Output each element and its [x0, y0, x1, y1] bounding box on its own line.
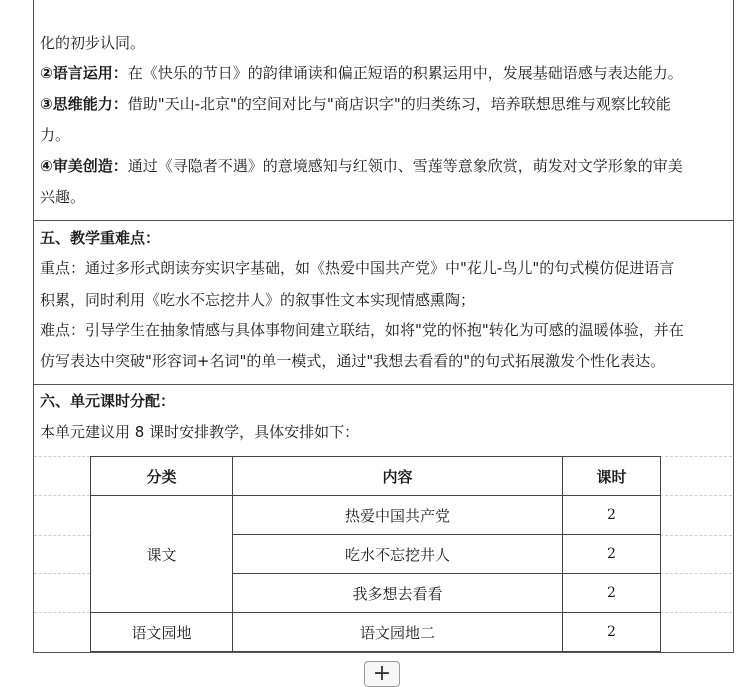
table-row [91, 613, 661, 652]
header-category: 分类 [91, 457, 233, 496]
gridline [660, 535, 732, 536]
gridline [34, 456, 90, 457]
goal-thinking-cont: 力。 [40, 126, 71, 144]
goal-thinking [40, 94, 671, 114]
gridline [660, 495, 732, 496]
section-divider [34, 220, 733, 221]
goal-aesthetic [40, 156, 683, 176]
gridline [34, 495, 90, 496]
goal-thinking-label: ③思维能力： [40, 95, 128, 113]
gridline [34, 612, 90, 613]
table-row [91, 496, 661, 535]
gridline [34, 535, 90, 536]
section-heading-difficulty: 五、教学重难点： [40, 229, 161, 247]
allocation-intro: 本单元建议用 8 课时安排教学，具体安排如下： [40, 423, 360, 441]
hours-cell: 2 [563, 613, 661, 652]
key-point-line-2: 积累，同时利用《吃水不忘挖井人》的叙事性文本实现情感熏陶； [40, 291, 476, 309]
difficult-point-line-1: 难点：引导学生在抽象情感与具体事物间建立联结，如将"党的怀抱"转化为可感的温暖体验，并在 [40, 321, 684, 339]
header-hours: 课时 [563, 457, 661, 496]
goal-aesthetic-cont: 兴趣。 [40, 188, 86, 206]
gridline [34, 573, 90, 574]
goal-language-use-label: ②语言运用： [40, 64, 128, 82]
add-row-button[interactable]: + [364, 661, 400, 687]
goal-aesthetic-label: ④审美创造： [40, 157, 128, 175]
gridline [660, 612, 732, 613]
section-divider [34, 384, 733, 385]
hours-cell: 2 [563, 535, 661, 574]
category-cell-texts: 课文 [91, 496, 233, 613]
key-point-line-1: 重点：通过多形式朗读夯实识字基础，如《热爱中国共产党》中"花儿-鸟儿"的句式模仿促进语言 [40, 259, 675, 277]
difficult-point-line-2: 仿写表达中突破"形容词+名词"的单一模式，通过"我想去看看的"的句式拓展激发个性化表达。 [40, 352, 666, 370]
table-header-row [91, 457, 661, 496]
content-cell: 热爱中国共产党 [233, 496, 563, 535]
header-content: 内容 [233, 457, 563, 496]
content-cell: 吃水不忘挖井人 [233, 535, 563, 574]
goal-continuation: 化的初步认同。 [40, 34, 146, 52]
goal-aesthetic-text: 通过《寻隐者不遇》的意境感知与红领巾、雪莲等意象欣赏，萌发对文学形象的审美 [127, 157, 683, 175]
lesson-allocation-table [90, 456, 661, 652]
content-cell: 语文园地二 [233, 613, 563, 652]
hours-cell: 2 [563, 574, 661, 613]
section-heading-allocation: 六、单元课时分配： [40, 392, 176, 410]
gridline [660, 456, 732, 457]
category-cell-garden: 语文园地 [91, 613, 233, 652]
goal-thinking-text: 借助"天山-北京"的空间对比与"商店识字"的归类练习，培养联想思维与观察比较能 [127, 95, 671, 113]
content-cell: 我多想去看看 [233, 574, 563, 613]
hours-cell: 2 [563, 496, 661, 535]
gridline [660, 573, 732, 574]
goal-language-use-text: 在《快乐的节日》的韵律诵读和偏正短语的积累运用中，发展基础语感与表达能力。 [127, 64, 683, 82]
goal-language-use [40, 63, 683, 83]
